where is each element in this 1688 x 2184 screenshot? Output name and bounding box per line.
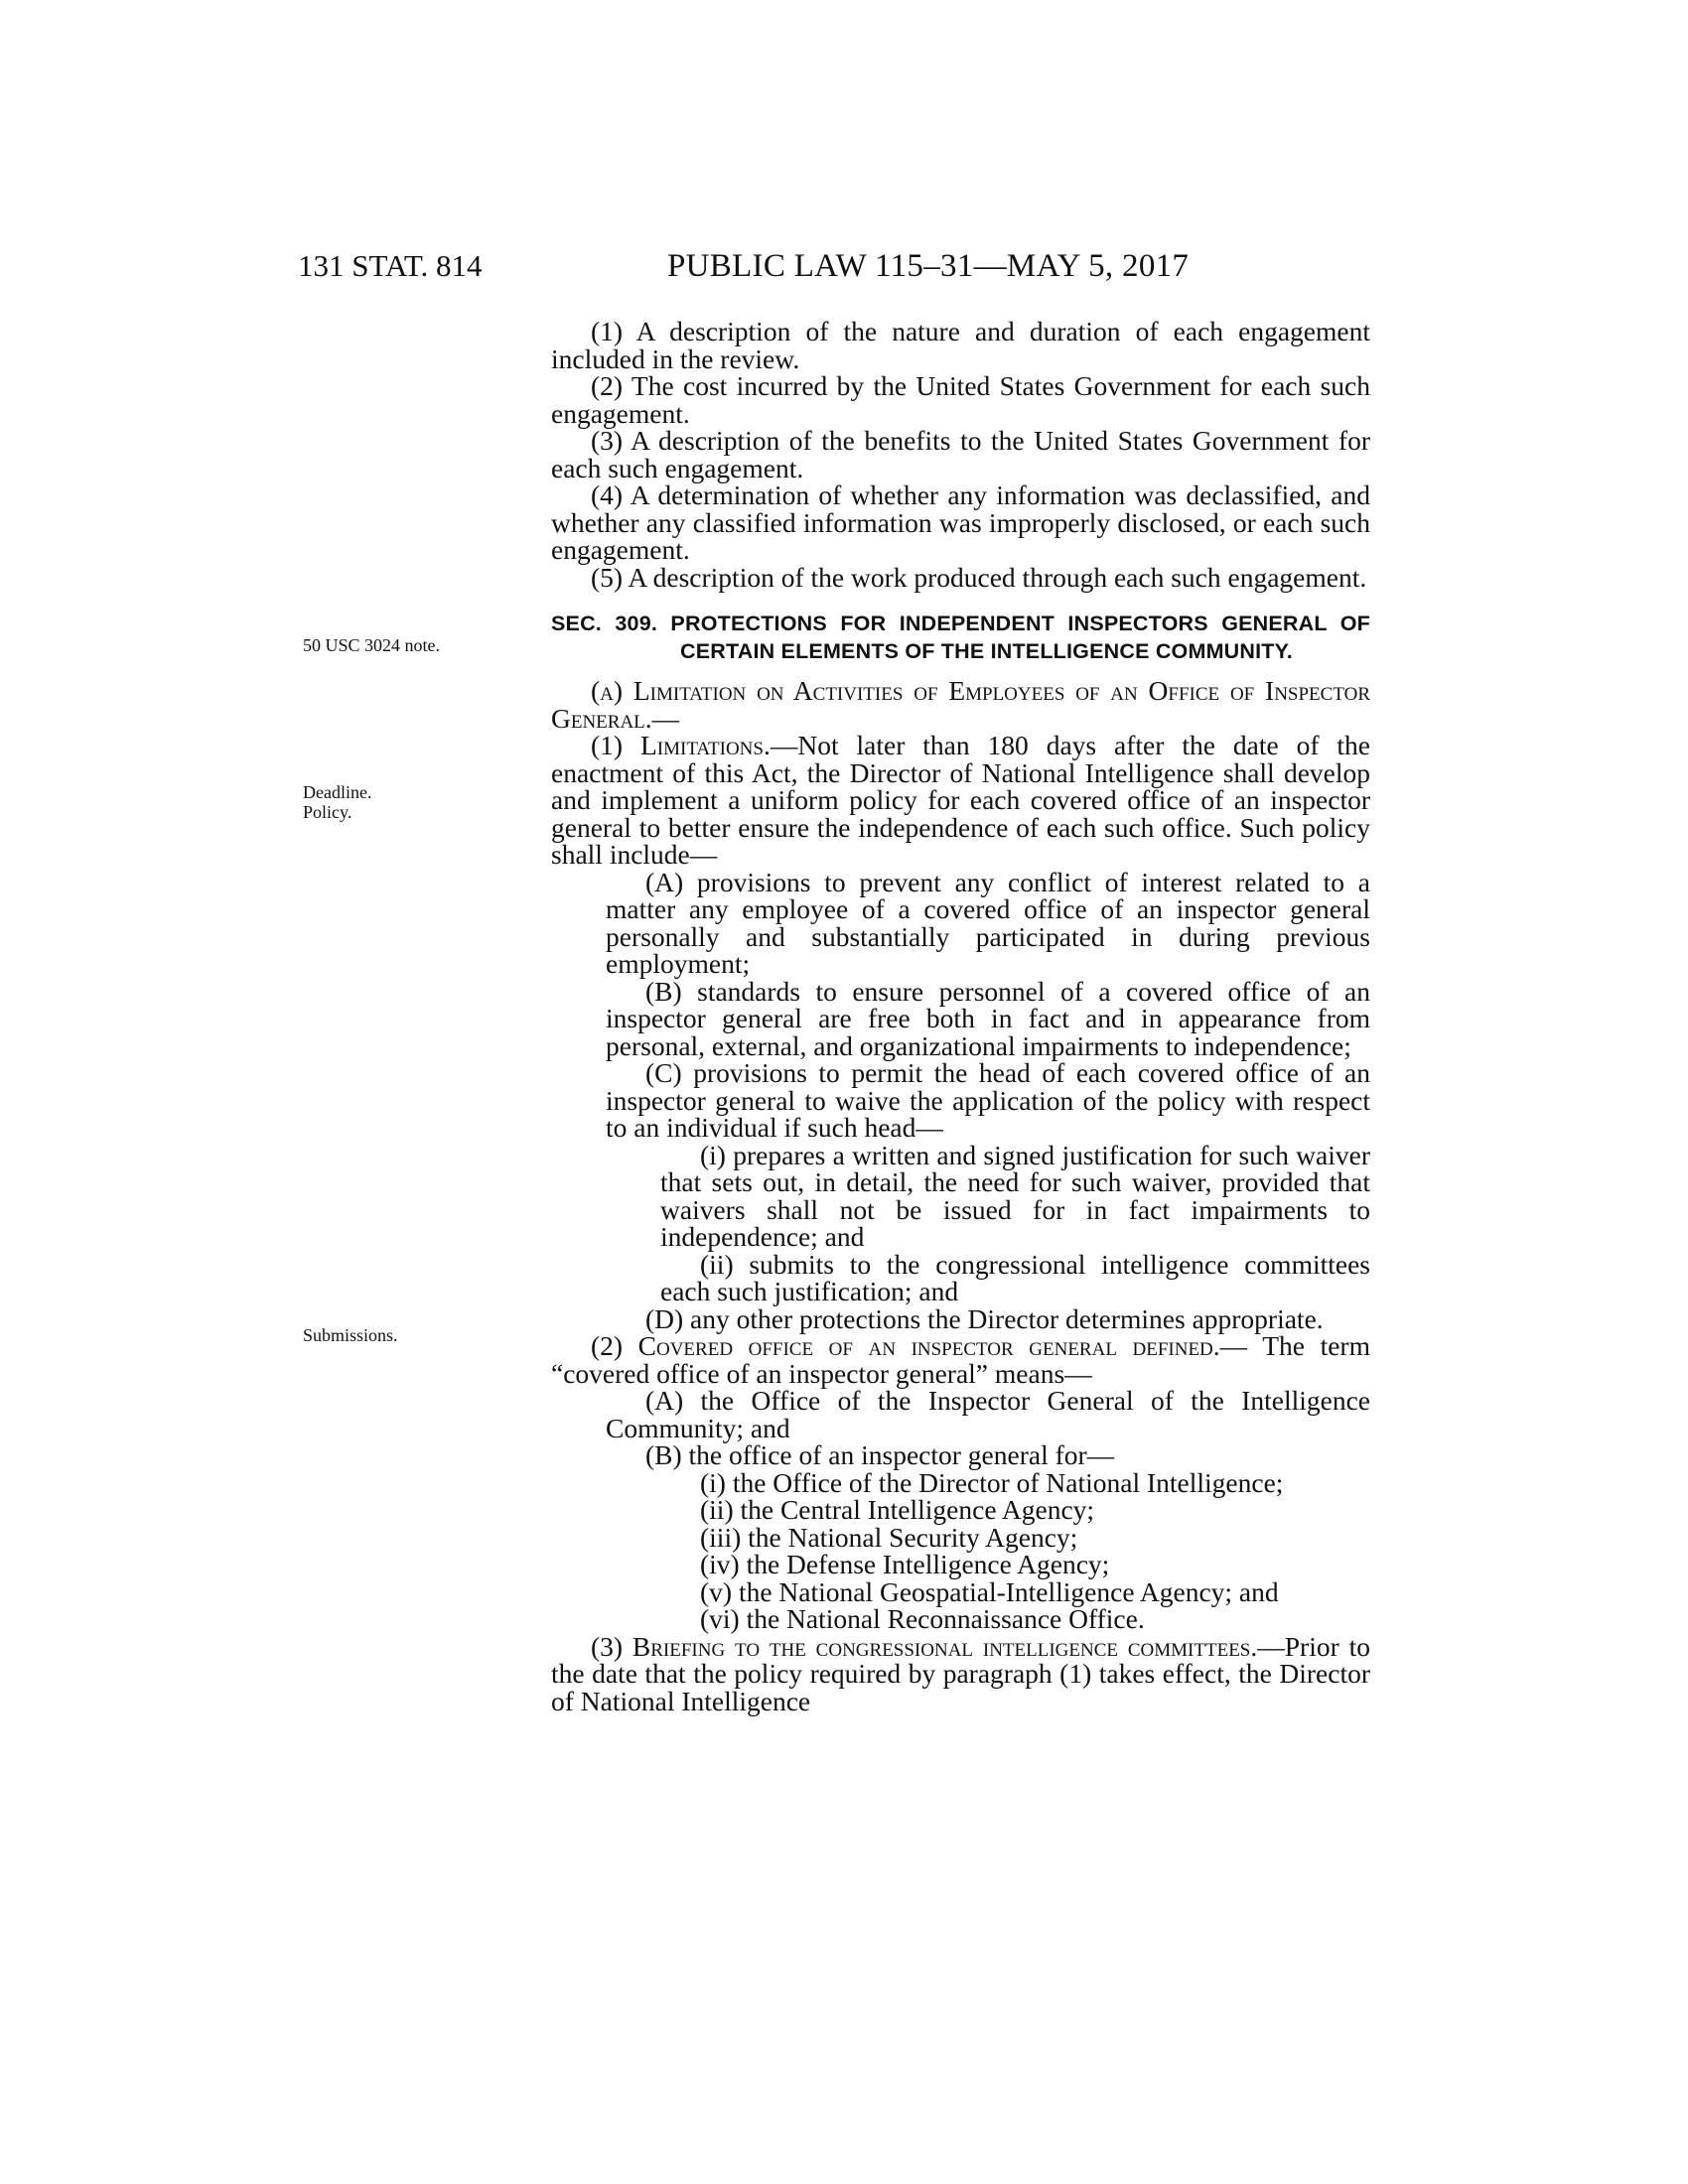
- paragraph-4: (4) A determination of whether any information was declassified, and whether any classified information was improperly disclosed, or each such engagement.: [551, 479, 1370, 565]
- clause-a2-B-v: (v) the National Geospatial-Intelligence Agency; and: [700, 1575, 1279, 1607]
- paragraph-a3-label: (3) Briefing to the congressional intelligence committees.—: [591, 1630, 1285, 1662]
- paragraph-2: (2) The cost incurred by the United States Government for each such engagement.: [551, 370, 1370, 429]
- paragraph-a2-label: (2) Covered office of an inspector general defined.—: [591, 1330, 1248, 1361]
- paragraph-1: (1) A description of the nature and duration of each engagement included in the review.: [551, 316, 1370, 374]
- clause-a1-A: (A) provisions to prevent any conflict of interest related to a matter any employee of a covered office of an inspector general personally and substantially participated in during previous employment;: [606, 866, 1370, 979]
- margin-note-usc: 50 USC 3024 note.: [303, 635, 441, 655]
- margin-note-deadline-policy: Deadline. Policy.: [303, 782, 372, 822]
- paragraph-a2: [551, 1332, 1370, 1387]
- stat-reference: 131 STAT. 814: [298, 248, 483, 283]
- paragraph-5: (5) A description of the work produced through each such engagement.: [591, 561, 1367, 593]
- paragraph-a3: [551, 1630, 1370, 1716]
- clause-a2-A: (A) the Office of the Inspector General of the Intelligence Community; and: [606, 1385, 1370, 1443]
- subsection-a-heading: (a) Limitation on Activities of Employees of an Office of Inspector General.—: [551, 675, 1370, 734]
- page-title: PUBLIC LAW 115–31—MAY 5, 2017: [667, 248, 1190, 284]
- clause-a2-B-i: (i) the Office of the Director of National Intelligence;: [700, 1466, 1284, 1498]
- clause-a1-C-ii: (ii) submits to the congressional intelligence committees each such justification; and: [660, 1248, 1370, 1306]
- paragraph-a1-text: Not later than 180 days after the date of the enactment of this Act, the Director of National Intelligence shall develop and implement a uniform policy for each covered office of an inspector general to better ensure the independence of each such office. Such policy shall include—: [551, 730, 1371, 870]
- clause-a2-B-iv: (iv) the Defense Intelligence Agency;: [700, 1549, 1110, 1579]
- margin-note-submissions: Submissions.: [303, 1325, 398, 1345]
- paragraph-a1-label: (1) Limitations.—: [591, 730, 798, 760]
- clause-a1-C-i: (i) prepares a written and signed justification for such waiver that sets out, in detail, the need for such waiver, provided that waivers shall not be issued for in fact impairments to independence; and: [660, 1139, 1370, 1252]
- paragraph-3: (3) A description of the benefits to the United States Government for each such engagement.: [551, 425, 1370, 483]
- paragraph-a2-text: The term “covered office of an inspector general” means—: [551, 1330, 1370, 1389]
- clause-a2-B-iii: (iii) the National Security Agency;: [700, 1521, 1078, 1553]
- clause-a1-C: (C) provisions to permit the head of each covered office of an inspector general to waive the application of the policy with respect to an individual if such head—: [606, 1057, 1370, 1143]
- clause-a2-B-vi: (vi) the National Reconnaissance Office.: [700, 1603, 1145, 1634]
- paragraph-a3-text: Prior to the date that the policy required by paragraph (1) takes effect, the Director of National Intelligence: [551, 1630, 1370, 1716]
- clause-a1-B: (B) standards to ensure personnel of a covered office of an inspector general are free both in fact and in appearance from personal, external, and organizational impairments to independence;: [606, 975, 1370, 1061]
- clause-a2-B-ii: (ii) the Central Intelligence Agency;: [700, 1494, 1095, 1525]
- section-heading: SEC. 309. PROTECTIONS FOR INDEPENDENT INSPECTORS GENERAL OF CERTAIN ELEMENTS OF THE INTELLIGENCE COMMUNITY.: [551, 612, 1370, 663]
- paragraph-a1: [551, 732, 1370, 869]
- clause-a2-B: (B) the office of an inspector general for—: [645, 1439, 1115, 1470]
- document-body: [551, 318, 1370, 1714]
- clause-a1-D: (D) any other protections the Director determines appropriate.: [645, 1302, 1324, 1334]
